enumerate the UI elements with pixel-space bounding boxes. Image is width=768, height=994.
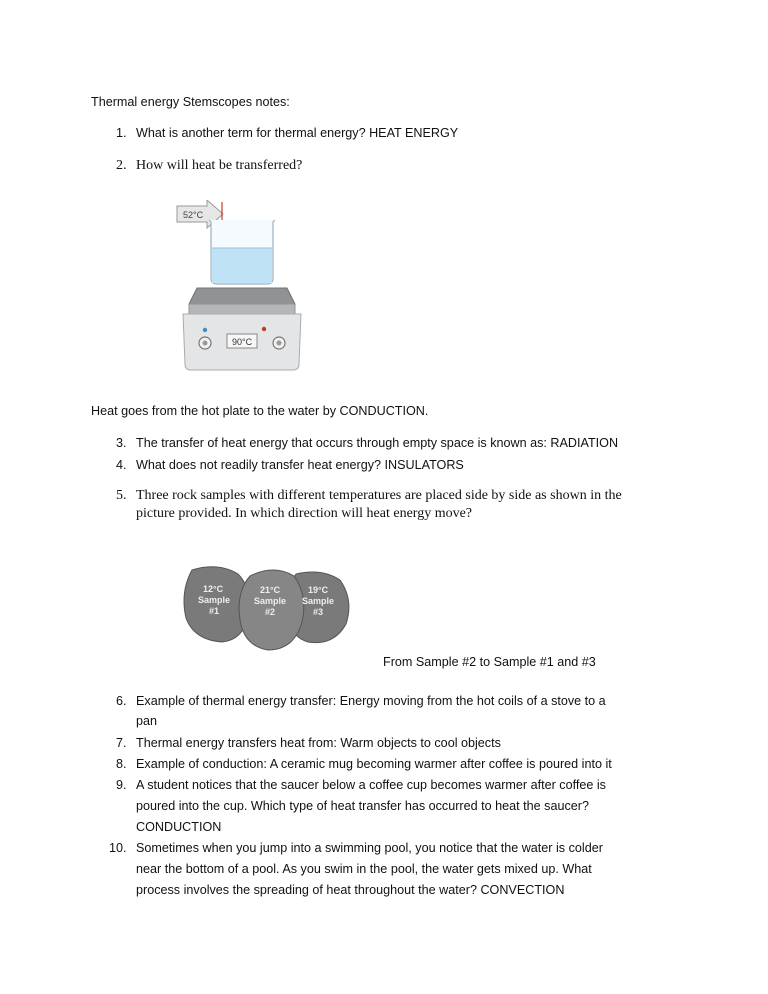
item-number: 10. <box>109 841 127 855</box>
indicator-blue <box>203 328 207 332</box>
item-text-line-3: CONDUCTION <box>136 820 222 834</box>
hot-plate-surface <box>189 288 295 304</box>
item-number: 7. <box>116 736 127 750</box>
rocks-answer: From Sample #2 to Sample #1 and #3 <box>383 655 596 669</box>
sample-2-label: Sample <box>254 596 287 606</box>
item-text: What does not readily transfer heat energy? INSULATORS <box>136 458 464 472</box>
item-text: Thermal energy transfers heat from: Warm objects to cool objects <box>136 736 501 750</box>
item-text-line-1: A student notices that the saucer below a coffee cup becomes warmer after coffee is <box>136 778 606 792</box>
item-text: How will heat be transferred? <box>136 158 303 173</box>
item-text-line-2: pan <box>136 714 158 728</box>
item-number: 6. <box>116 694 127 708</box>
page-title: Thermal energy Stemscopes notes: <box>91 95 290 109</box>
item-number: 2. <box>116 158 127 173</box>
rocks-figure <box>178 562 358 657</box>
sample-3-number: #3 <box>313 607 324 617</box>
item-number: 5. <box>116 488 127 503</box>
item-number: 8. <box>116 757 127 771</box>
sample-3-label: Sample <box>302 596 335 606</box>
item-text-line-1: Sometimes when you jump into a swimming pool, you notice that the water is colder <box>136 841 603 855</box>
item-number: 4. <box>116 458 127 472</box>
item-number: 9. <box>116 778 127 792</box>
sample-2-number: #2 <box>265 607 276 617</box>
item-text-line-1: Example of thermal energy transfer: Energy moving from the hot coils of a stove to a <box>136 694 606 708</box>
hotplate-figure <box>175 200 305 375</box>
sample-1-temp: 12°C <box>203 584 224 594</box>
item-text-line-2: near the bottom of a pool. As you swim in the pool, the water gets mixed up. What <box>136 862 592 876</box>
sample-1-label: Sample <box>198 595 231 605</box>
display-temp-label: 90°C <box>232 337 253 347</box>
item-number: 3. <box>116 436 127 450</box>
sample-3-temp: 19°C <box>308 585 329 595</box>
sample-1-number: #1 <box>209 606 220 616</box>
sample-2-temp: 21°C <box>260 585 281 595</box>
water <box>212 248 272 283</box>
item-text-line-1: Three rock samples with different temperatures are placed side by side as shown in the <box>136 488 622 503</box>
item-number: 1. <box>116 126 127 140</box>
item-text: What is another term for thermal energy? HEAT ENERGY <box>136 126 459 140</box>
item-text-line-3: process involves the spreading of heat throughout the water? CONVECTION <box>136 883 565 897</box>
item-text: The transfer of heat energy that occurs through empty space is known as: RADIATION <box>136 436 619 450</box>
conduction-note: Heat goes from the hot plate to the water by CONDUCTION. <box>91 404 429 418</box>
item-text: Example of conduction: A ceramic mug becoming warmer after coffee is poured into it <box>136 757 612 771</box>
item-text-line-2: poured into the cup. Which type of heat transfer has occurred to heat the saucer? <box>136 799 589 813</box>
item-text-line-2: picture provided. In which direction will heat energy move? <box>136 506 473 521</box>
arrow-temp-label: 52°C <box>183 210 204 220</box>
indicator-red <box>262 327 266 331</box>
